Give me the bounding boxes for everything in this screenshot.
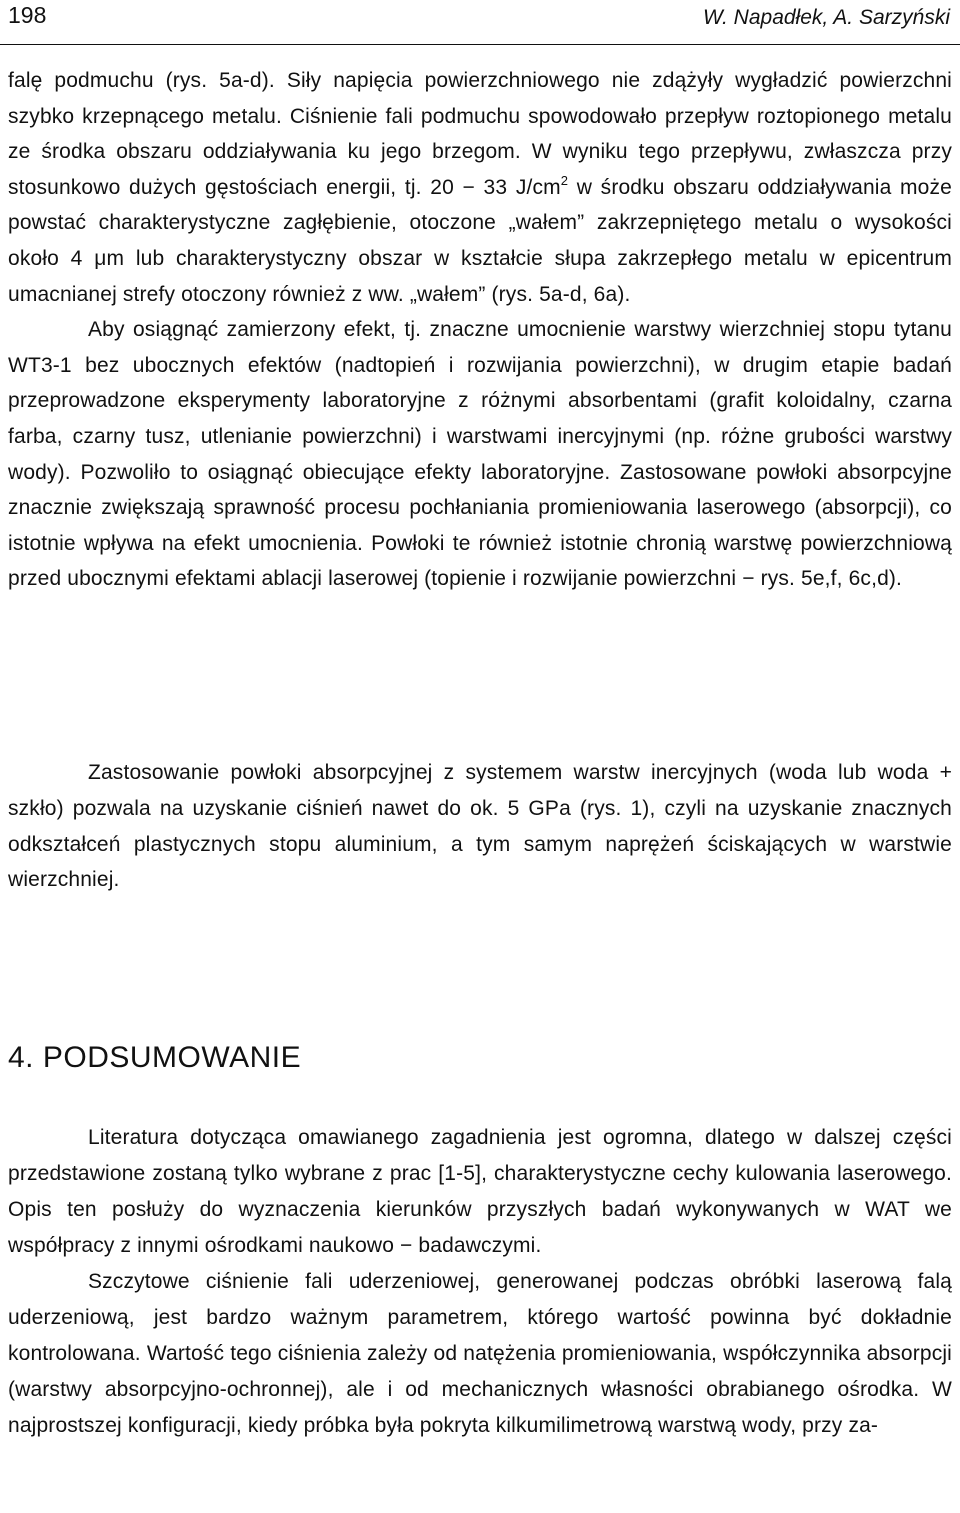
section-body [8, 1120, 952, 1444]
body-text-middle [8, 755, 952, 898]
page-number: 198 [8, 2, 47, 28]
paragraph-2: Aby osiągnąć zamierzony efekt, tj. znaczne umocnienie warstwy wierzchniej stopu tytanu WT3-1 bez ubocznych efektów (nadtopień i rozwijania powierzchni), w drugim etapie badań przeprowadzone eksperymenty laboratoryjne z różnymi absorbentami (grafit koloidalny, czarna farba, czarny tusz, utlenianie powierzchni) i warstwami inercyjnymi (np. różne grubości warstwy wody). Pozwoliło to osiągnąć obiecujące efekty laboratoryjne. Zastosowane powłoki absorpcyjne znacznie zwiększają sprawność procesu pochłaniania promieniowania laserowego (absorpcji), co istotnie wpływa na efekt umocnienia. Powłoki te również istotnie chronią warstwę powierzchniową przed ubocznymi efektami ablacji laserowej (topienie i rozwijanie powierzchni − rys. 5e,f, 6c,d). [8, 318, 952, 591]
body-text-top [8, 63, 952, 597]
running-head-authors: W. Napadłek, A. Sarzyński [702, 6, 950, 29]
section-heading: 4. PODSUMOWANIE [8, 1041, 302, 1074]
superscript-2: 2 [560, 172, 569, 188]
paragraph-1 [8, 63, 952, 312]
section-paragraph-2: Szczytowe ciśnienie fali uderzeniowej, generowanej podczas obróbki laserową falą uderzeniową, jest bardzo ważnym parametrem, którego wartość powinna być dokładnie kontrolowana. Wartość tego ciśnienia zależy od natężenia promieniowania, współczynnika absorpcji (warstwy absorpcyjno-ochronnej), ale i od mechanicznych własności obrabianego ośrodka. W najprostszej konfiguracji, kiedy próbka była pokryta kilkumilimetrową warstwą wody, przy za- [8, 1270, 952, 1437]
page-header [0, 0, 960, 45]
paragraph-1-text-a: falę podmuchu (rys. 5a-d). Siły napięcia powierzchniowego nie zdążyły wygładzić powierzchni szybko krzepnącego metalu. Ciśnienie fali podmuchu spowodowało przepływ roztopionego metalu ze środka obszaru oddziaływania ku jego brzegom. W wyniku tego przepływu, zwłaszcza przy stosunkowo dużych gęstościach energii, tj. 20 − 33 J/cm [8, 69, 952, 199]
paragraph-1-text-b: w środku obszaru oddziaływania może powstać charakterystyczne zagłębienie, otoczone „wałem” zakrzepniętego metalu o wysokości około 4 μm lub charakterystyczny obszar w kształcie słupa zakrzepłego metalu w epicentrum umacnianej strefy otoczony również z ww. „wałem” (rys. 5a-d, 6a). [8, 175, 952, 306]
paragraph-3: Zastosowanie powłoki absorpcyjnej z systemem warstw inercyjnych (woda lub woda + szkło) pozwala na uzyskanie ciśnień nawet do ok. 5 GPa (rys. 1), czyli na uzyskanie znacznych odkształceń plastycznych stopu aluminium, a tym samym naprężeń ściskających w warstwie wierzchniej. [8, 761, 952, 892]
section-paragraph-1: Literatura dotycząca omawianego zagadnienia jest ogromna, dlatego w dalszej części przedstawione zostaną tylko wybrane z prac [1-5], charakterystyczne cechy kulowania laserowego. Opis ten posłuży do wyznaczenia kierunków przyszłych badań wykonywanych w WAT we współpracy z innymi ośrodkami naukowo − badawczymi. [8, 1126, 952, 1257]
